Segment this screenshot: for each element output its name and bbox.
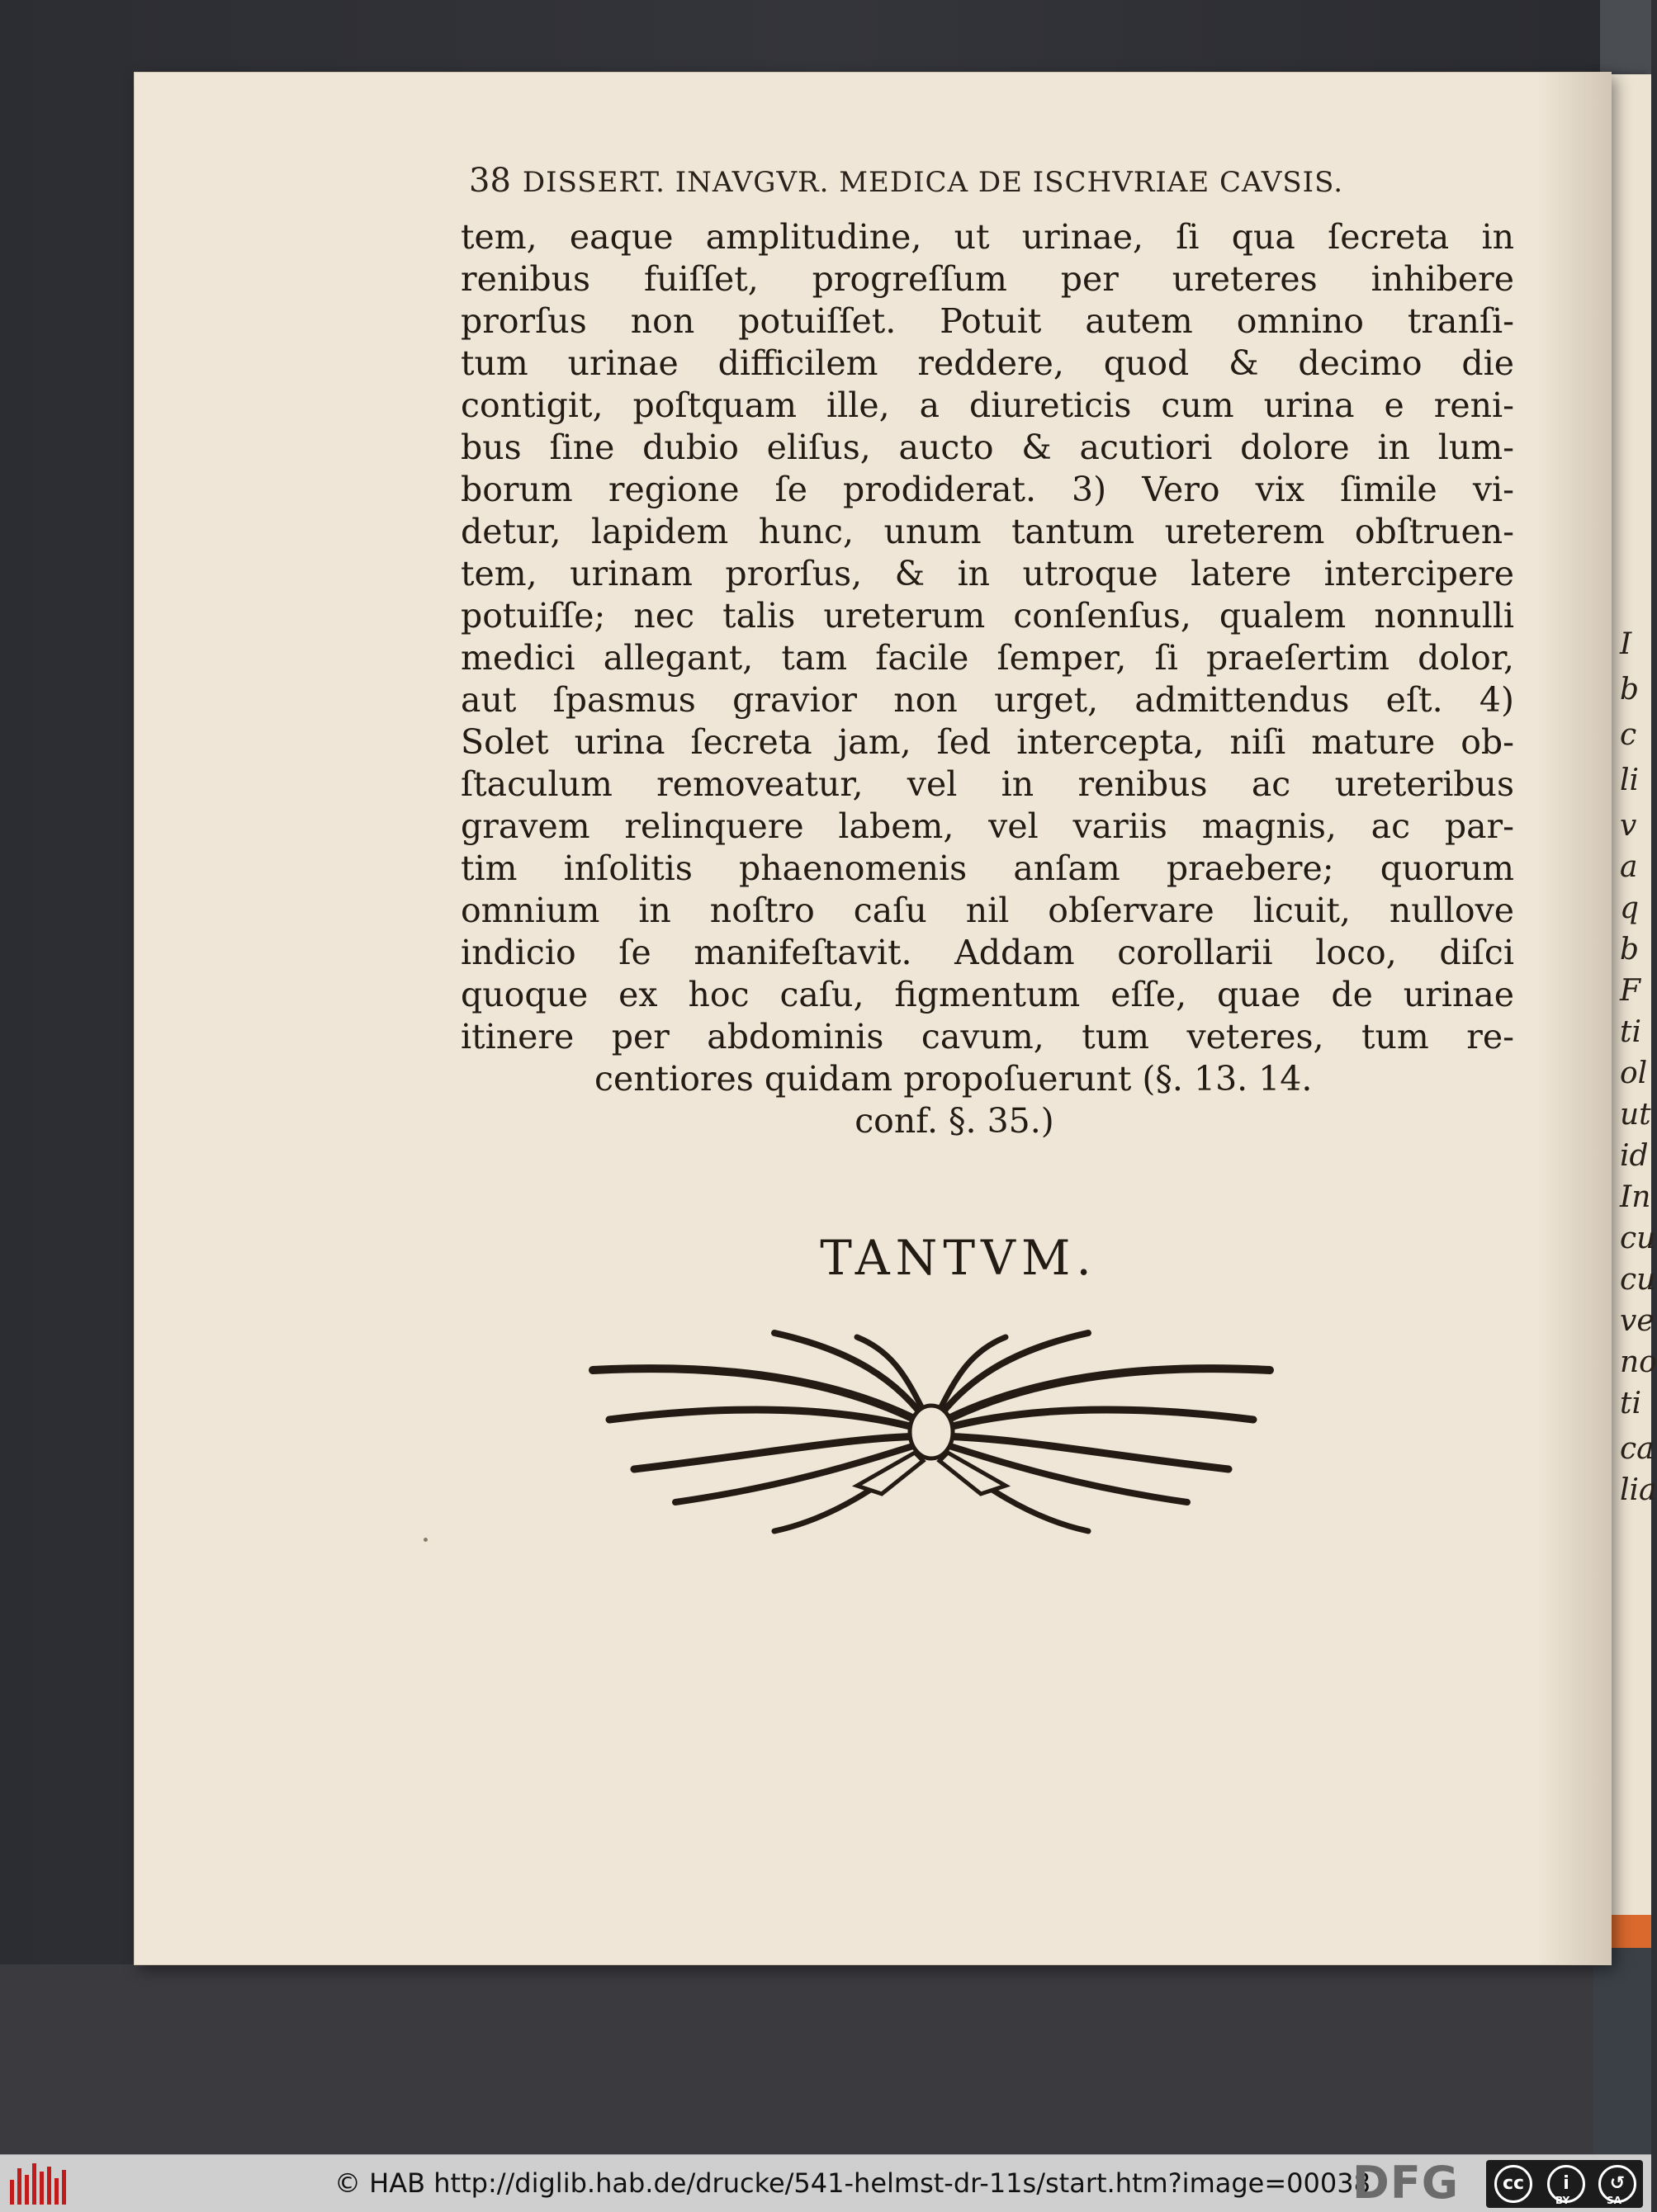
adjacent-page-fragment: I	[1620, 627, 1632, 661]
adjacent-page-fragment: v	[1620, 809, 1637, 843]
page-number: 38	[469, 162, 511, 200]
adjacent-page-fragment: c	[1620, 718, 1637, 752]
adjacent-page-fragment: F	[1620, 974, 1640, 1008]
scan-desk	[0, 1964, 1651, 2154]
adjacent-page-fragment: a	[1620, 850, 1638, 884]
text-line: contigit, poſtquam ille, a diureticis cum urina e reni-	[461, 385, 1514, 425]
text-line: tum urinae difficilem reddere, quod & decimo die	[461, 343, 1514, 383]
adjacent-page-fragment: ve	[1620, 1304, 1655, 1338]
text-line: gravem relinquere labem, vel variis magnis, ac par-	[461, 806, 1514, 846]
text-line: Solet urina ſecreta jam, ſed intercepta, niſi mature ob-	[461, 722, 1514, 762]
adjacent-page-fragment: no	[1620, 1345, 1657, 1379]
adjacent-page-fragment: ti	[1620, 1015, 1641, 1049]
text-line: indicio ſe manifeſtavit. Addam corollarii loco, diſci	[461, 933, 1514, 972]
dfg-logo[interactable]: DFG	[1352, 2157, 1460, 2209]
page-speck	[424, 1538, 428, 1542]
sa-icon: ↺	[1598, 2165, 1636, 2203]
adjacent-page-fragment: ca	[1620, 1432, 1655, 1466]
text-line: tem, urinam prorſus, & in utroque latere intercipere	[461, 554, 1514, 593]
text-line: aut ſpasmus gravior non urget, admittendus eſt. 4)	[461, 680, 1514, 720]
text-line: borum regione ſe prodiderat. 3) Vero vix ſimile vi-	[461, 470, 1514, 509]
palm-ornament-icon	[585, 1329, 1278, 1535]
adjacent-page-fragment: ut	[1620, 1098, 1651, 1132]
copyright-credit-link[interactable]: © HAB http://diglib.hab.de/drucke/541-helmst-dr-11s/start.htm?image=00038	[334, 2167, 1371, 2199]
text-line-last: centiores quidam propoſuerunt (§. 13. 14.	[594, 1059, 1313, 1099]
adjacent-page-fragment: b	[1620, 933, 1640, 967]
text-line: tem, eaque amplitudine, ut urinae, ſi qua ſecreta in	[461, 217, 1514, 257]
text-line: omnium in noſtro caſu nil obſervare licuit, nullove	[461, 891, 1514, 930]
adjacent-page-fragment: In	[1620, 1180, 1651, 1214]
text-line: renibus fuiſſet, progreſſum per ureteres inhibere	[461, 259, 1514, 299]
license-by-label: BY	[1555, 2195, 1570, 2206]
finis-heading: TANTVM.	[820, 1230, 1097, 1286]
text-line: ſtaculum removeatur, vel in renibus ac ureteribus	[461, 764, 1514, 804]
adjacent-page-fragment: ol	[1620, 1056, 1648, 1090]
adjacent-page-fragment: cu	[1620, 1263, 1656, 1297]
adjacent-page-fragment: b	[1620, 673, 1640, 707]
running-title: DISSERT. INAVGVR. MEDICA DE ISCHVRIAE CAVSIS.	[522, 166, 1344, 199]
text-line: potuiſſe; nec talis ureterum conſenſus, qualem nonnulli	[461, 596, 1514, 636]
license-sa-label: SA	[1607, 2195, 1621, 2206]
text-line: medici allegant, tam facile ſemper, ſi praeſertim dolor,	[461, 638, 1514, 678]
cc-license-icon[interactable]	[1486, 2160, 1643, 2208]
text-line: detur, lapidem hunc, unum tantum ureterem obſtruen-	[461, 512, 1514, 551]
reference-line: conf. §. 35.)	[855, 1101, 1054, 1141]
scan-edge-bottom	[1593, 1948, 1651, 2154]
text-line: tim inſolitis phaenomenis anſam praebere; quorum	[461, 848, 1514, 888]
adjacent-page-fragment: li	[1620, 763, 1640, 797]
footer-bar	[0, 2154, 1651, 2212]
by-icon: i	[1547, 2165, 1585, 2203]
adjacent-page-fragment: id	[1620, 1139, 1649, 1173]
page-header	[469, 162, 1514, 203]
text-line: bus ſine dubio eliſus, aucto & acutiori dolore in lum-	[461, 428, 1514, 467]
scan-edge-top	[1600, 0, 1651, 78]
text-line: itinere per abdominis cavum, tum veteres, tum re-	[461, 1017, 1514, 1056]
hab-logo-icon[interactable]	[10, 2162, 68, 2205]
adjacent-page-fragment: q	[1620, 891, 1640, 925]
adjacent-page-fragment: cu	[1620, 1222, 1656, 1255]
text-line: prorſus non potuiſſet. Potuit autem omnino tranſi-	[461, 301, 1514, 341]
adjacent-page-fragment: lia	[1620, 1473, 1657, 1507]
text-line: quoque ex hoc caſu, figmentum eſſe, quae de urinae	[461, 975, 1514, 1014]
cc-icon: cc	[1494, 2165, 1532, 2203]
body-text	[461, 216, 1514, 1142]
adjacent-page-fragment: ti	[1620, 1387, 1641, 1420]
